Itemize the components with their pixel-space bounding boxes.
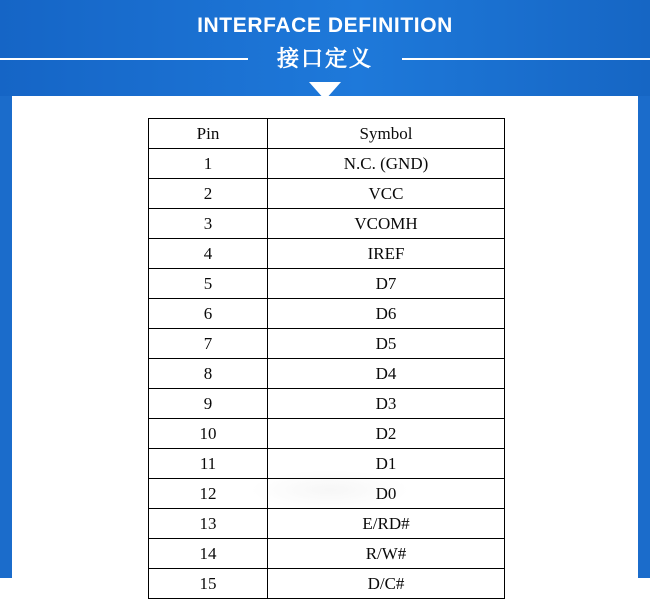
table-row <box>149 509 505 539</box>
cell-pin: 2 <box>149 179 268 209</box>
cell-pin: 13 <box>149 509 268 539</box>
table-row <box>149 389 505 419</box>
table-row <box>149 449 505 479</box>
cell-symbol: D7 <box>268 269 505 299</box>
table-row <box>149 569 505 599</box>
table-row <box>149 179 505 209</box>
pin-definition-table <box>148 118 502 599</box>
cell-pin: 5 <box>149 269 268 299</box>
cell-pin: 4 <box>149 239 268 269</box>
cell-symbol: D5 <box>268 329 505 359</box>
cell-symbol: D4 <box>268 359 505 389</box>
cell-pin: 10 <box>149 419 268 449</box>
cell-symbol: D3 <box>268 389 505 419</box>
cell-symbol: E/RD# <box>268 509 505 539</box>
cell-symbol: D0 <box>268 479 505 509</box>
column-header-symbol: Symbol <box>268 119 505 149</box>
chevron-down-icon <box>309 82 341 96</box>
cell-pin: 11 <box>149 449 268 479</box>
table-row <box>149 419 505 449</box>
cell-symbol: D/C# <box>268 569 505 599</box>
table-row <box>149 269 505 299</box>
table-row <box>149 329 505 359</box>
cell-pin: 6 <box>149 299 268 329</box>
page-title: INTERFACE DEFINITION <box>197 14 453 37</box>
page-subtitle: 接口定义 <box>276 47 373 72</box>
cell-symbol: VCOMH <box>268 209 505 239</box>
cell-pin: 14 <box>149 539 268 569</box>
cell-symbol: D1 <box>268 449 505 479</box>
cell-pin: 15 <box>149 569 268 599</box>
cell-pin: 9 <box>149 389 268 419</box>
table-row <box>149 479 505 509</box>
cell-symbol: D2 <box>268 419 505 449</box>
table-row <box>149 359 505 389</box>
right-rail <box>638 96 650 578</box>
cell-symbol: D6 <box>268 299 505 329</box>
cell-pin: 3 <box>149 209 268 239</box>
table-row <box>149 239 505 269</box>
table-row <box>149 149 505 179</box>
column-header-pin: Pin <box>149 119 268 149</box>
cell-pin: 1 <box>149 149 268 179</box>
cell-pin: 12 <box>149 479 268 509</box>
left-rail <box>0 96 12 578</box>
table-header-row <box>149 119 505 149</box>
cell-symbol: R/W# <box>268 539 505 569</box>
header-banner <box>0 0 650 96</box>
cell-pin: 7 <box>149 329 268 359</box>
cell-symbol: IREF <box>268 239 505 269</box>
table-row <box>149 539 505 569</box>
cell-pin: 8 <box>149 359 268 389</box>
cell-symbol: N.C. (GND) <box>268 149 505 179</box>
table-row <box>149 299 505 329</box>
cell-symbol: VCC <box>268 179 505 209</box>
table-row <box>149 209 505 239</box>
